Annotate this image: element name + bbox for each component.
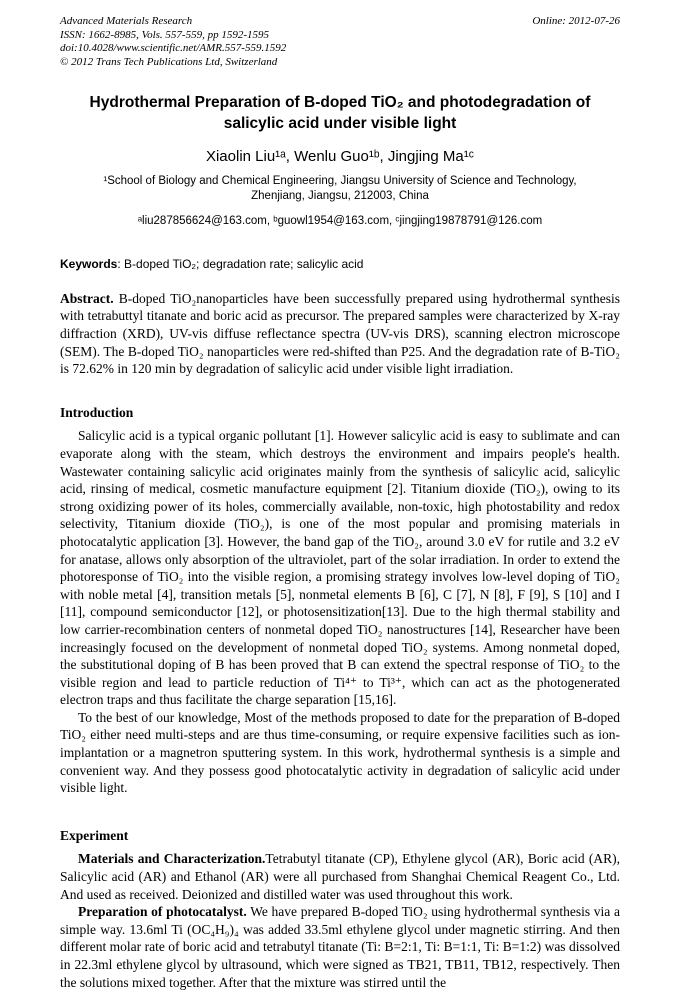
online-date: Online: 2012-07-26 [532, 15, 620, 27]
materials-lead: Materials and Characterization. [78, 851, 266, 867]
section-heading-introduction: Introduction [60, 404, 134, 420]
abstract-label: Abstract. [60, 290, 114, 306]
affiliation-line: ¹School of Biology and Chemical Engineering, Jiangsu University of Science and Technology, Zhenjiang, Jiangsu, 212003, China [103, 174, 577, 203]
introduction-paragraph-1: Salicylic acid is a typical organic pollutant [1]. However salicylic acid is easy to sublimate and can evaporate along with the steam, which destroys the environment and impairs people's health. Wastewater containing salicylic acid originates mainly from the synthesis of salicylic acid, salicylic acid, rinsing of medical, cosmetic manufacture equipment [2]. Titanium dioxide (TiO₂), owing to its strong oxidizing power of its holes, commercially available, non-toxic, high photostability and redox selectivity, Titanium dioxide (TiO₂), is one of the most popular and promising materials in photocatalytic application [3]. However, the band gap of the TiO₂, around 3.0 eV for rutile and 3.2 eV for anatase, allows only absorption of the ultraviolet, part of the solar irradiation. In order to extend the photoresponse of TiO₂ into the visible region, a promising strategy involves low-level doping of TiO₂ with noble metal [4], transition metals [5], nonmetal elements B [6], C [7], N [8], F [9], S [10] and I [11], compound semiconductor [12], or photosensitization[13]. Due to the high thermal stability and low carrier-recombination centers of nonmetal doped TiO₂ nanostructures [14], Researcher have been increasingly focused on the development of nonmetal doped TiO₂ systems. Among nonmetal doped, the substitutional doping of B has been proved that B can extend the spectral response of TiO₂ to the visible region and lead to particle reduction of Ti⁴⁺ to Ti³⁺, which can act as the photogenerated electron traps and thus facilitate the charge separation [15,16]. [60, 428, 620, 708]
experiment-materials-paragraph [60, 850, 620, 903]
emails-line: ᵃliu287856624@163.com, ᵇguowl1954@163.com, ᶜjingjing19878791@126.com [137, 214, 543, 227]
authors-line: Xiaolin Liu¹ᵃ, Wenlu Guo¹ᵇ, Jingjing Ma¹ᶜ [205, 147, 475, 165]
introduction-paragraph-2: To the best of our knowledge, Most of the methods proposed to date for the preparation of B-doped TiO₂ either need multi-steps and are thus time-consuming, or require expensive facilities such as ion-implantation or a magnetron sputtering system. In this work, hydrothermal synthesis is a simple and convenient way. And they possess good photocatalytic activity in degradation of salicylic acid under visible light. [60, 709, 620, 796]
section-heading-experiment: Experiment [60, 827, 129, 843]
doi-line: doi:10.4028/www.scientific.net/AMR.557-559.1592 [60, 42, 287, 55]
paper-title: Hydrothermal Preparation of B-doped TiO₂ and photodegradation of salicylic acid under visible light [89, 93, 591, 132]
keywords-line [60, 256, 620, 272]
keywords-text: : B-doped TiO₂; degradation rate; salicylic acid [117, 256, 364, 271]
preparation-lead: Preparation of photocatalyst. [78, 904, 247, 920]
journal-title: Advanced Materials Research [60, 15, 193, 27]
copyright-line: © 2012 Trans Tech Publications Ltd, Switzerland [60, 56, 278, 69]
abstract-text: B-doped TiO₂nanoparticles have been successfully prepared using hydrothermal synthesis with tetrabuttyl titanate and boric acid as precursor. The prepared samples were characterized by X-ray diffraction (XRD), UV-vis diffuse reflectance spectra (UV-vis DRS), scanning electron microscope (SEM). The B-doped TiO₂ nanoparticles were red-shifted than P25. And the degradation rate of B-TiO₂ is 72.62% in 120 min by degradation of salicylic acid under visible light irradiation. [60, 290, 620, 377]
keywords-label: Keywords [60, 256, 118, 271]
page-header [60, 15, 620, 70]
materials-text: Tetrabutyl titanate (CP), Ethylene glycol (AR), Boric acid (AR), Salicylic acid (AR) and Ethanol (AR) were all purchased from Shanghai Chemical Reagent Co., Ltd. And used as received. Deionized and distilled water was used throughout this work. [60, 851, 620, 902]
issn-line: ISSN: 1662-8985, Vols. 557-559, pp 1592-1595 [60, 28, 269, 41]
abstract-paragraph [60, 290, 620, 378]
preparation-text: We have prepared B-doped TiO₂ using hydrothermal synthesis via a simple way. 13.6ml Ti (OC₄H₉)₄ was added 33.5ml ethylene glycol under magnetic stirring. And then different molar rate of boric acid and tetrabutyl titanate (Ti: B=2:1, Ti: B=1:1, Ti: B=1:2) was dissolved in 22.3ml ethylene glycol by ultrasound, which were signed as TB21, TB11, TB12, respectively. Then the solutions mixed together. After that the mixture was stirred until the [60, 904, 620, 990]
experiment-preparation-paragraph [60, 903, 620, 991]
journal-imprint [60, 15, 286, 70]
